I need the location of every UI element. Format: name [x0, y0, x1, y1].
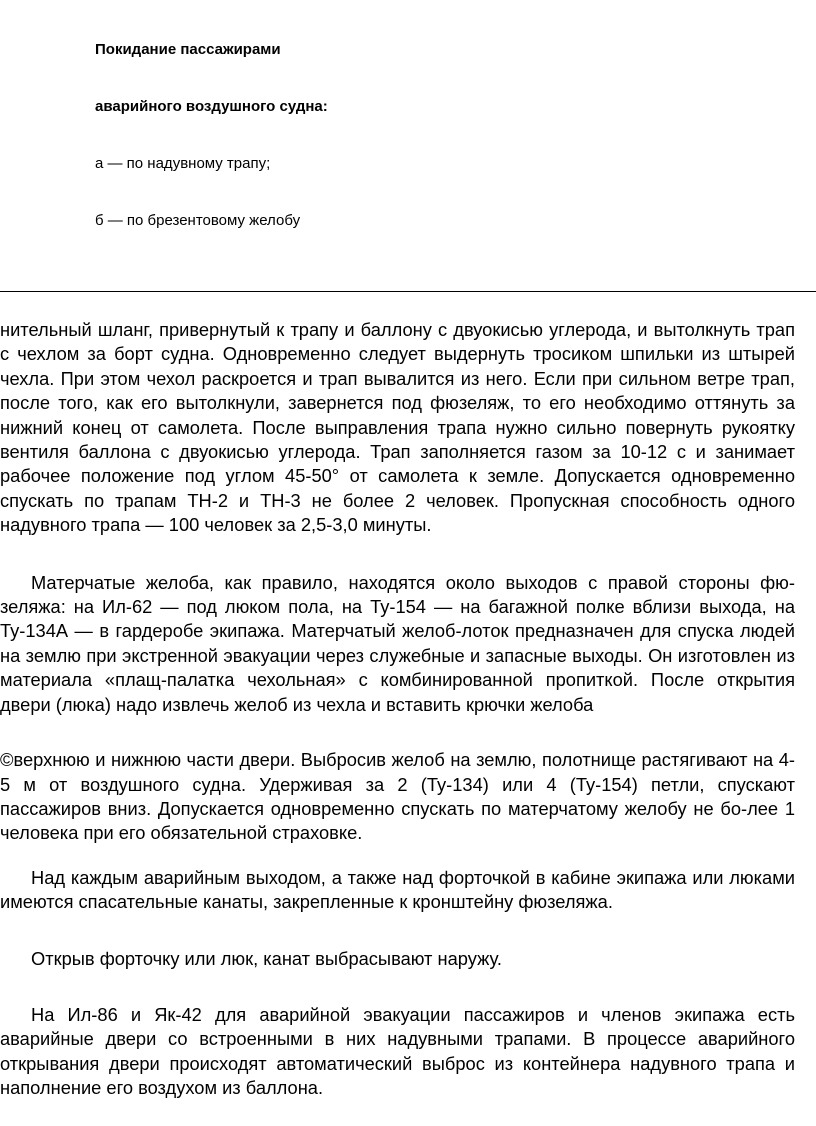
- paragraph-fabric-chutes: Матерчатые желоба, как правило, находятся около выходов с правой стороны фюзеляжа: на Ил-62 — под люком пола, на Ту-154 — на багажной полке вблизи выхода, на Ту-134А — в гардеробе экипажа. Матерчатый желоб-лоток предназначен для спуска людей на землю при экстренной эвакуации через служебные и запасные выходы. Он изготовлен из материала «плащ-палатка чехольная» с комбинированной пропиткой. После открытия двери (люка) надо извлечь желоб из чехла и вставить крючки желоба: [0, 571, 795, 715]
- document-body: [0, 318, 795, 1101]
- paragraph-trap-deployment: нительный шланг, привернутый к трапу и баллону с двуокисью углерода, и вытолкнуть трап с чехлом за борт судна. Одновременно следует выдернуть тросиком шпильки из штырей чехла. При этом чехол раскроется и трап вывалится из него. Если при сильном ветре трап, после того, как его вытолкнули, завернется под фюзеляж, то его необходимо оттянуть за нижний конец от самолета. После выправления трапа нужно сильно повернуть рукоятку вентиля баллона с двуокисью углерода. Трап заполняется газом за 10-12 с и занимает рабочее положение под углом 45-50° от самолета к земле. Допускается одновременно спускать по трапам ТН-2 и ТН-3 не более 2 человек. Пропускная способность одного надувного трапа — 100 человек за 2,5-3,0 минуты.: [0, 319, 795, 536]
- caption-title-line-1: Покидание пассажирами: [95, 41, 281, 58]
- figure-caption: [95, 40, 695, 268]
- paragraph-chute-usage: ©верхнюю и нижнюю части двери. Выбросив желоб на землю, полотнище растягивают на 4-5 м от воздушного судна. Удерживая за 2 (Ту-134) или 4 (Ту-154) петли, спускают пассажиров вниз. Допускается одновременно спускать по матерчатому желобу не бо-лее 1 человека при его обязательной страховке.: [0, 749, 795, 844]
- paragraph-window-hatch: Открыв форточку или люк, канат выбрасывают наружу.: [31, 947, 502, 969]
- caption-item-b: б — по брезентовому желобу: [95, 212, 301, 229]
- horizontal-divider: [0, 291, 816, 292]
- caption-title-line-2: аварийного воздушного судна:: [95, 98, 328, 115]
- caption-item-a: а — по надувному трапу;: [95, 155, 271, 172]
- paragraph-emergency-doors: На Ил-86 и Як-42 для аварийной эвакуации пассажиров и членов экипажа есть аварийные двери со встроенными в них надувными трапами. В процессе аварийного открывания двери происходят автоматический выброс из контейнера надувного трапа и наполнение его воздухом из баллона.: [0, 1003, 795, 1099]
- paragraph-rescue-ropes: Над каждым аварийным выходом, а также над форточкой в кабине экипажа или люками имеются спасательные канаты, закрепленные к кронштейну фюзеляжа.: [0, 866, 795, 913]
